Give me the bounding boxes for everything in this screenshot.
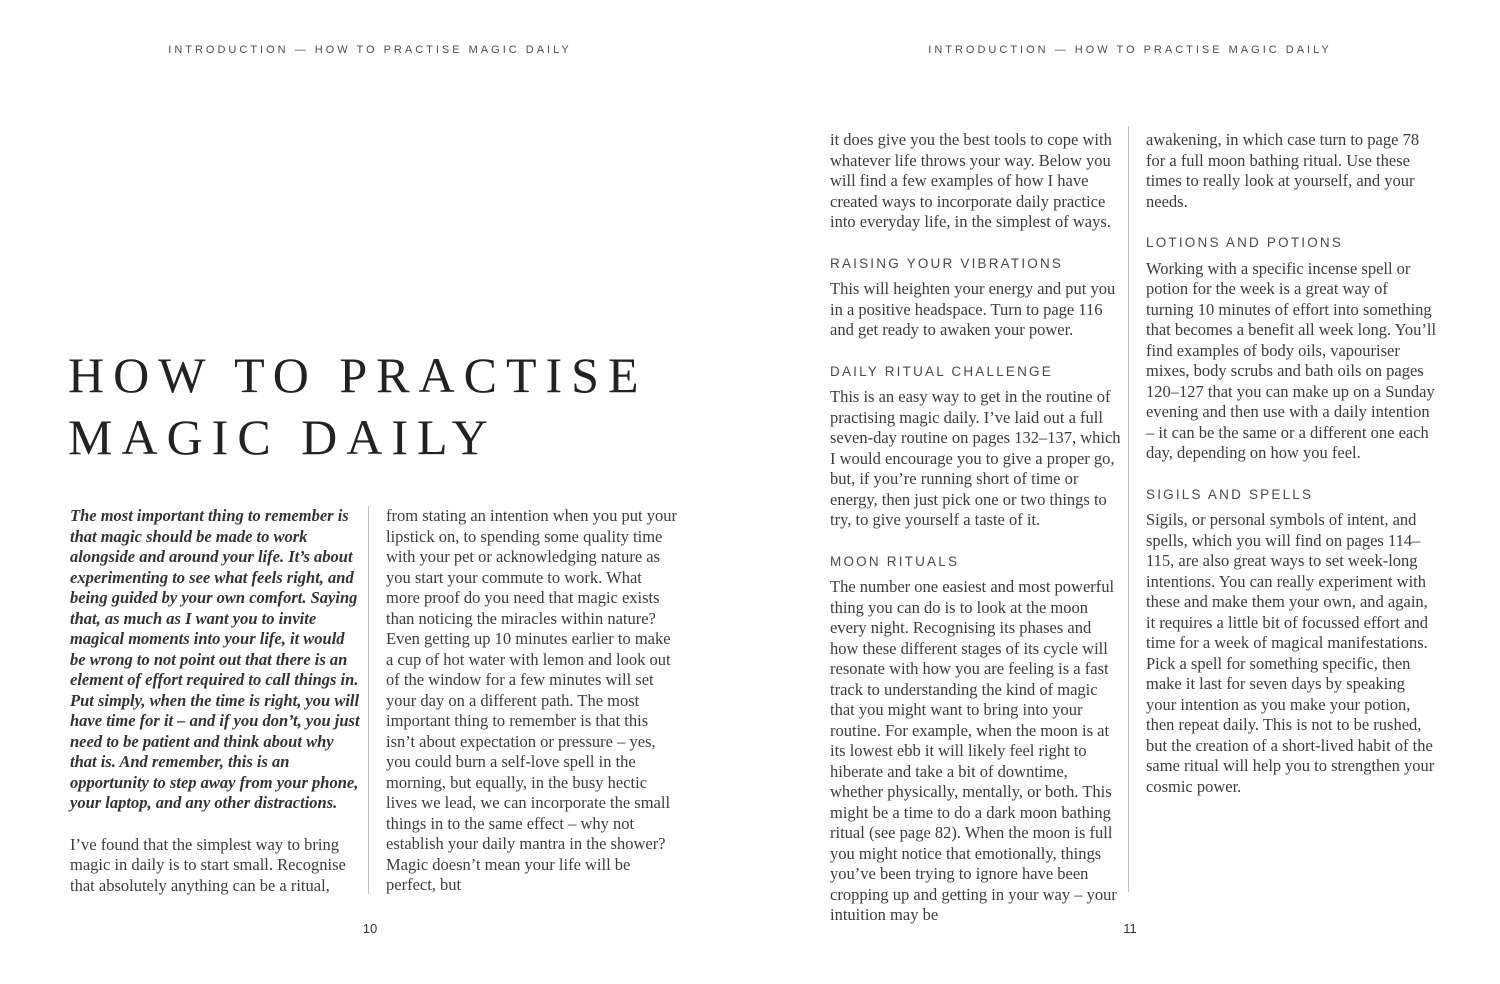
section-heading: DAILY RITUAL CHALLENGE	[830, 363, 1053, 379]
body-paragraph: I’ve found that the simplest way to bring magic in daily is to start small. Recognise that absolutely anything can be a ritual,	[70, 834, 346, 895]
section-heading: SIGILS AND SPELLS	[1146, 486, 1314, 502]
section-daily-ritual-challenge	[830, 362, 1122, 531]
section-body: This is an easy way to get in the routine of practising magic daily. I’ve laid out a full seven-day routine on pages 132–137, which I would encourage you to give a proper go, but, if you’re running short of time or energy, then just pick one or two things to try, to give yourself a taste of it.	[830, 387, 1121, 529]
body-paragraph: it does give you the best tools to cope with whatever life throws your way. Below you will find a few examples of how I have created ways to incorporate daily practice into everyday life, in the simplest of ways.	[830, 130, 1112, 231]
right-page-column-divider	[1128, 126, 1129, 892]
section-moon-rituals	[830, 552, 1122, 926]
section-body: The number one easiest and most powerful thing you can do is to look at the moon every night. Recognising its phases and how these different stages of its cycle will resonate with how you are feeling is a fast track to understanding the kind of magic that you might want to bring into your routine. For example, when the moon is at its lowest ebb it will likely feel right to hiberate and take a bit of downtime, whether physically, mentally, or both. This might be a time to do a dark moon bathing ritual (see page 82). When the moon is full you might notice that emotionally, things you’ve been trying to ignore have been cropping up and getting in your way – your intuition may be	[830, 577, 1117, 924]
section-heading: MOON RITUALS	[830, 553, 960, 569]
intro-paragraph-italic: The most important thing to remember is that magic should be made to work alongside and around your life. It’s about experimenting to see what feels right, and being guided by your own comfort. Saying that, as much as I want you to invite magical moments into your life, it would be wrong to not point out that there is an element of effort required to call things in. Put simply, when the time is right, you will have time for it – and if you don’t, you just need to be patient and think about why that is. And remember, this is an opportunity to step away from your phone, your laptop, and any other distractions.	[70, 506, 360, 812]
left-running-header: INTRODUCTION — HOW TO PRACTISE MAGIC DAILY	[168, 44, 572, 56]
body-paragraph: from stating an intention when you put your lipstick on, to spending some quality time with your pet or acknowledging nature as you start your commute to work. What more proof do you need that magic exists than noticing the miracles within nature? Even getting up 10 minutes earlier to make a cup of hot water with lemon and look out of the window for a few minutes will set your day on a different path. The most important thing to remember is that this isn’t about expectation or pressure – yes, you could burn a self-love spell in the morning, but equally, in the busy hectic lives we lead, we can incorporate the small things in to the same effect – why not establish your daily mantra in the shower? Magic doesn’t mean your life will be perfect, but	[386, 506, 677, 894]
section-body: Sigils, or personal symbols of intent, and spells, which you will find on pages 114–115, are also great ways to set week-long intentions. You can really experiment with these and make them your own, and again, it requires a little bit of focussed effort and time for a week of magical manifestations. Pick a spell for something specific, then make it last for seven days by speaking your intention as you make your potion, then repeat daily. This is not to be rushed, but the creation of a short-lived habit of the same ritual will help you to strengthen your cosmic power.	[1146, 510, 1435, 796]
left-page-column-1	[70, 506, 362, 917]
section-sigils-and-spells	[1146, 485, 1438, 798]
chapter-title-line-1: HOW TO PRACTISE	[68, 346, 648, 403]
left-page-number: 10	[362, 921, 378, 936]
right-page-column-1	[830, 130, 1122, 947]
section-body: This will heighten your energy and put you in a positive headspace. Turn to page 116 and get ready to awaken your power.	[830, 279, 1116, 339]
chapter-title	[68, 344, 648, 468]
right-page-column-2	[1146, 130, 1438, 818]
body-paragraph: awakening, in which case turn to page 78 for a full moon bathing ritual. Use these times to really look at yourself, and your needs.	[1146, 130, 1420, 211]
section-heading: LOTIONS AND POTIONS	[1146, 235, 1344, 250]
section-raising-your-vibrations	[830, 254, 1122, 341]
chapter-title-line-2: MAGIC DAILY	[68, 408, 497, 465]
section-body: Working with a specific incense spell or potion for the week is a great way of turning 10 minutes of effort into something that becomes a benefit all week long. You’ll find examples of body oils, vapouriser mixes, body scrubs and bath oils on pages 120–127 that you can make up on a Sunday evening and then use with a daily intention – it can be the same or a different one each day, depending on how you feel.	[1146, 258, 1437, 462]
left-page-column-2	[386, 506, 678, 917]
right-running-header: INTRODUCTION — HOW TO PRACTISE MAGIC DAILY	[928, 44, 1332, 56]
section-lotions-and-potions	[1146, 233, 1438, 464]
left-page-column-divider	[368, 506, 369, 894]
section-heading: RAISING YOUR VIBRATIONS	[830, 255, 1064, 271]
right-page-number: 11	[1123, 921, 1137, 936]
